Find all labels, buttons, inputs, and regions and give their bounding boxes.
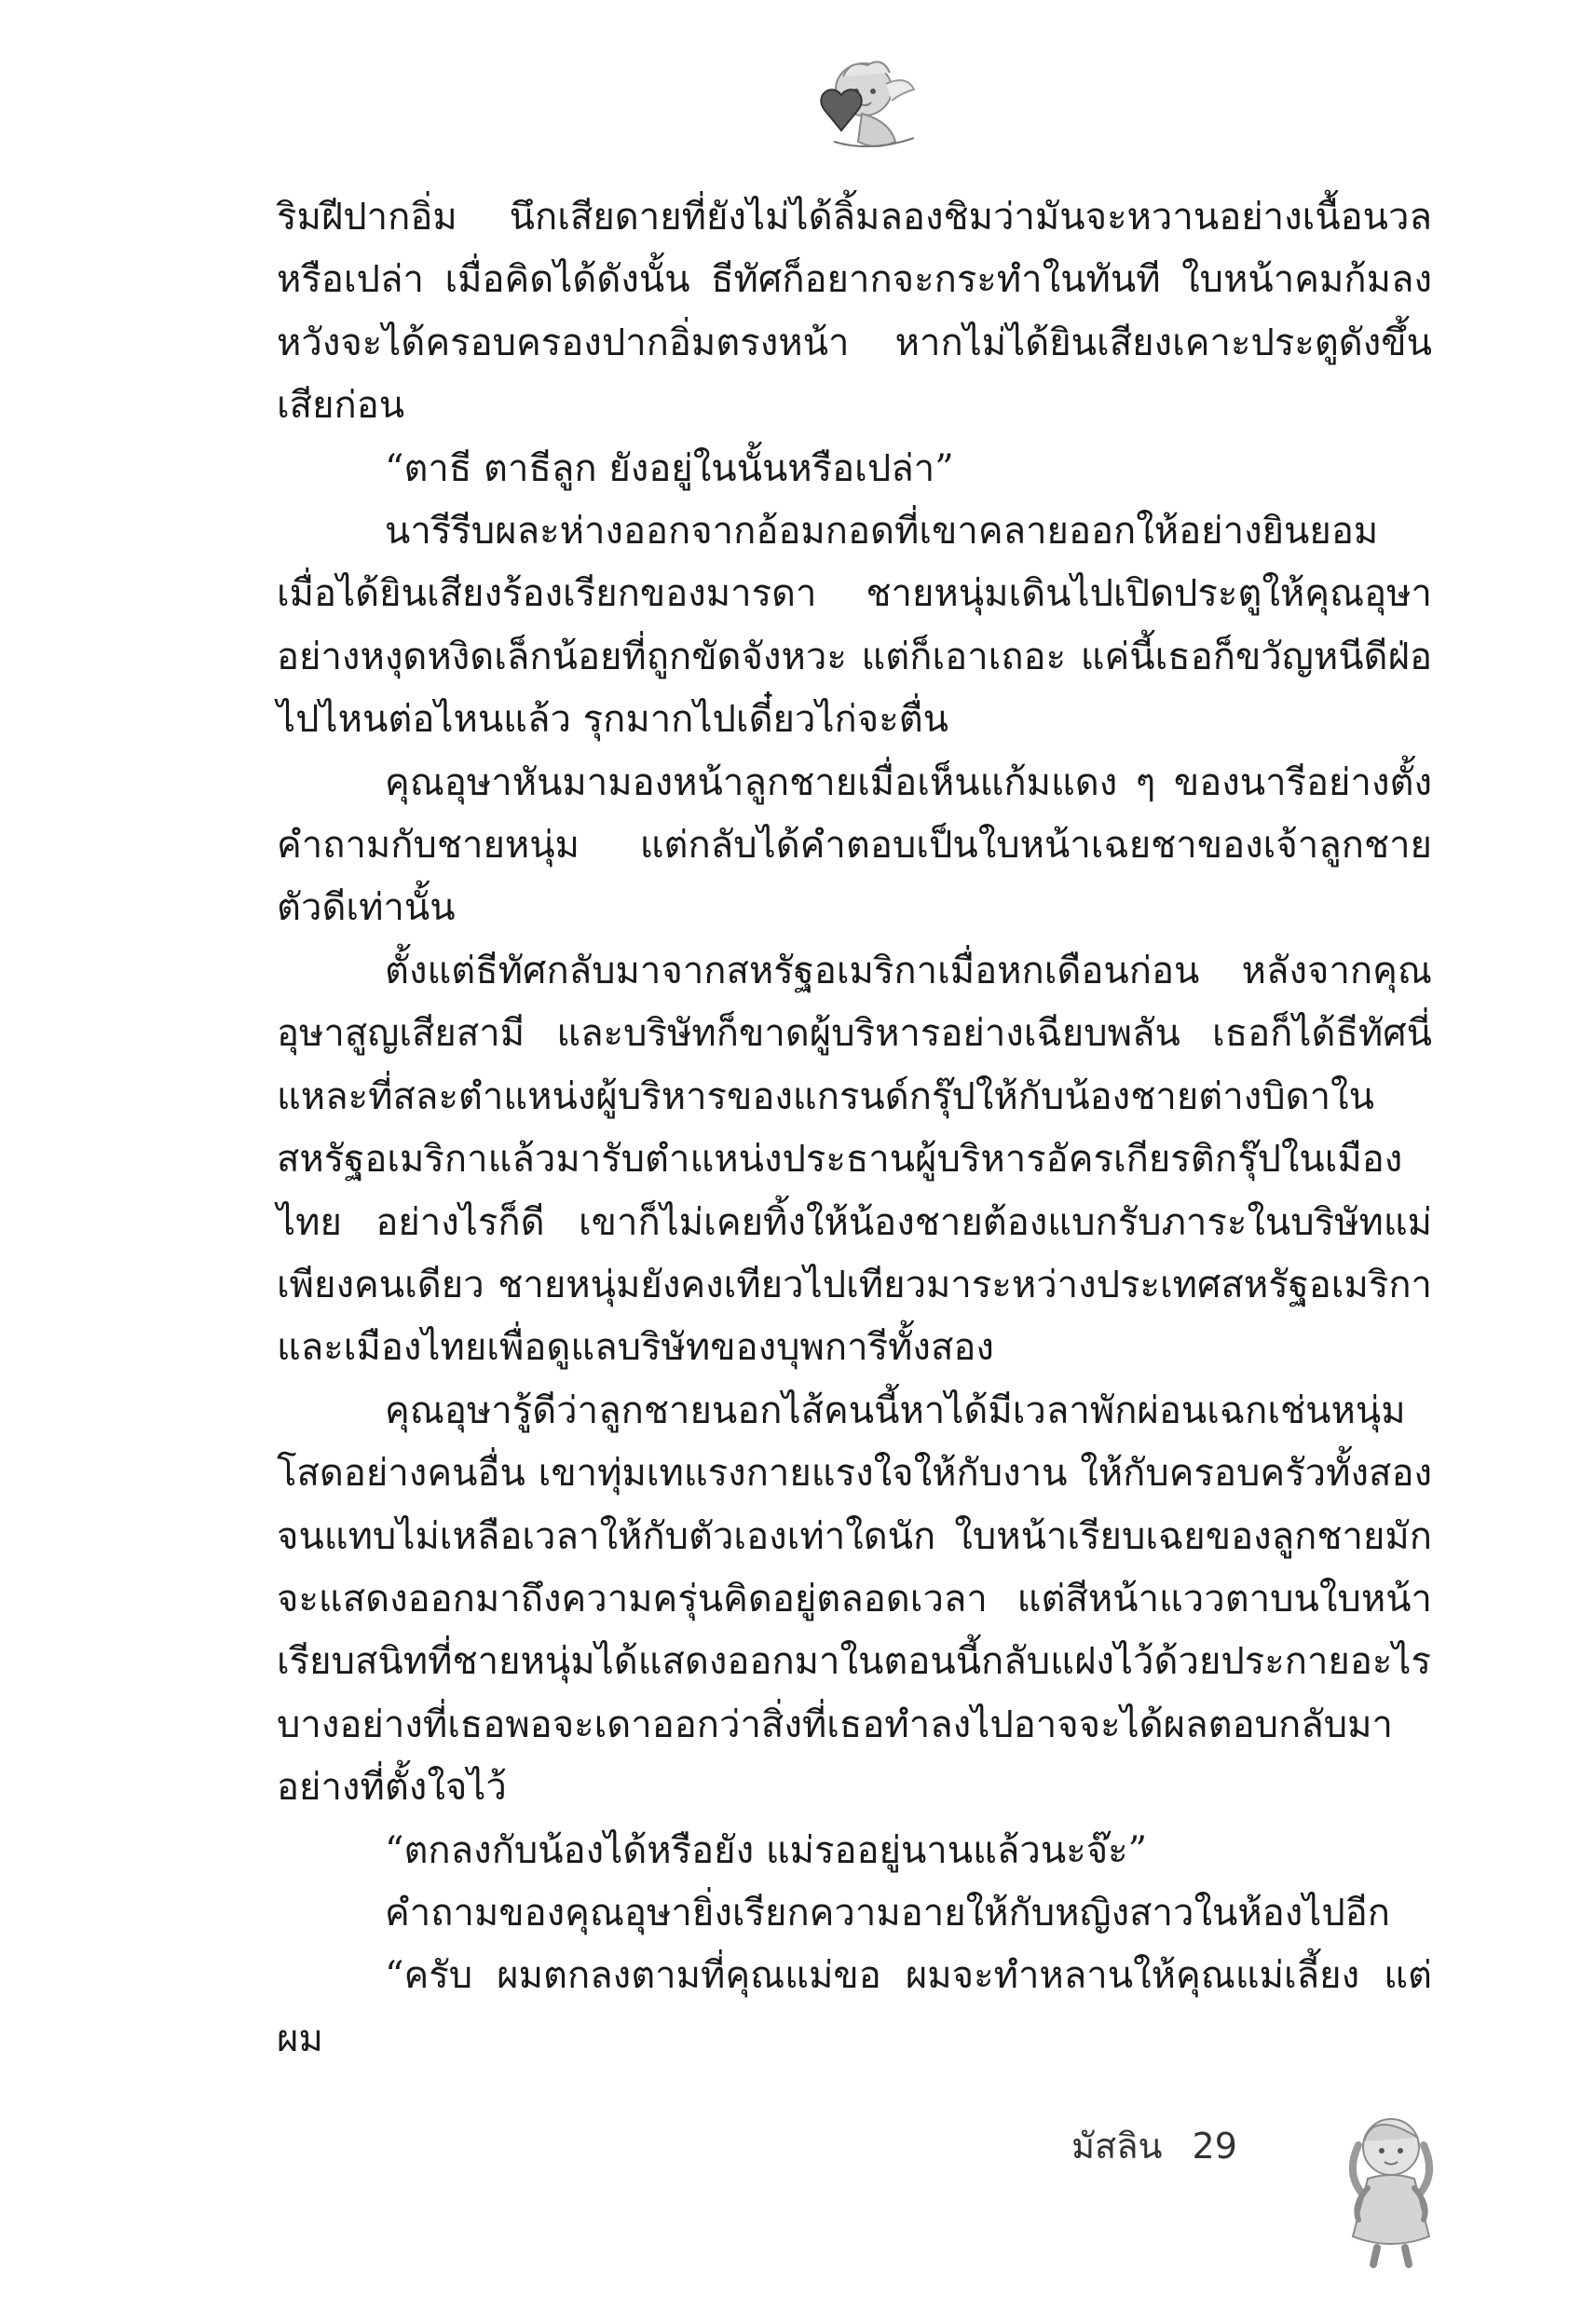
paragraph: นารีรีบผละห่างออกจากอ้อมกอดที่เขาคลายออกให้อย่างยินยอมเมื่อได้ยินเสียงร้องเรียกของมารดา ชายหนุ่มเดินไปเปิดประตูให้คุณอุษาอย่างหงุดหงิดเล็กน้อยที่ถูกขัดจังหวะ แต่ก็เอาเถอะ แค่นี้เธอก็ขวัญหนีดีฝ่อไปไหนต่อไหนแล้ว รุกมากไปเดี๋ยวไก่จะตื่น [277,510,1432,742]
doll-icon [1340,2108,1442,2271]
footer-title: มัสลิน [1071,2126,1163,2167]
paragraph: “ตกลงกับน้องได้หรือยัง แม่รออยู่นานแล้วนะจ๊ะ” [385,1828,1148,1872]
page-footer [1071,2117,1237,2174]
page-number: 29 [1192,2126,1237,2167]
paragraph: “ครับ ผมตกลงตามที่คุณแม่ขอ ผมจะทำหลานให้คุณแม่เลี้ยง แต่ผม [277,1954,1432,2060]
paragraph: ริมฝีปากอิ่ม นึกเสียดายที่ยังไม่ได้ลิ้มลองชิมว่ามันจะหวานอย่างเนื้อนวลหรือเปล่า เมื่อคิดได้ดังนั้น ธีทัศก็อยากจะกระทำในทันที ใบหน้าคมก้มลงหวังจะได้ครอบครองปากอิ่มตรงหน้า หากไม่ได้ยินเสียงเคาะประตูดังขึ้นเสียก่อน [277,196,1432,428]
page-body [277,186,1432,2071]
paragraph: ตั้งแต่ธีทัศกลับมาจากสหรัฐอเมริกาเมื่อหกเดือนก่อน หลังจากคุณอุษาสูญเสียสามี และบริษัทก็ขาดผู้บริหารอย่างเฉียบพลัน เธอก็ได้ธีทัศนี่แหละที่สละตำแหน่งผู้บริหารของแกรนด์กรุ๊ปให้กับน้องชายต่างบิดาในสหรัฐอเมริกาแล้วมารับตำแหน่งประธานผู้บริหารอัครเกียรติกรุ๊ปในเมืองไทย อย่างไรก็ดี เขาก็ไม่เคยทิ้งให้น้องชายต้องแบกรับภาระในบริษัทแม่เพียงคนเดียว ชายหนุ่มยังคงเทียวไปเทียวมาระหว่างประเทศสหรัฐอเมริกาและเมืองไทยเพื่อดูแลบริษัทของบุพการีทั้งสอง [277,949,1432,1370]
paragraph: “ตาธี ตาธีลูก ยังอยู่ในนั้นหรือเปล่า” [385,446,954,490]
cherub-with-heart-icon [797,56,918,158]
paragraph: คุณอุษารู้ดีว่าลูกชายนอกไส้คนนี้หาได้มีเวลาพักผ่อนเฉกเช่นหนุ่มโสดอย่างคนอื่น เขาทุ่มเทแรงกายแรงใจให้กับงาน ให้กับครอบครัวทั้งสองจนแทบไม่เหลือเวลาให้กับตัวเองเท่าใดนัก ใบหน้าเรียบเฉยของลูกชายมักจะแสดงออกมาถึงความครุ่นคิดอยู่ตลอดเวลา แต่สีหน้าแววตาบนใบหน้าเรียบสนิทที่ชายหนุ่มได้แสดงออกมาในตอนนี้กลับแฝงไว้ด้วยประกายอะไรบางอย่างที่เธอพอจะเดาออกว่าสิ่งที่เธอทำลงไปอาจจะได้ผลตอบกลับมาอย่างที่ตั้งใจไว้ [277,1388,1432,1810]
paragraph: คำถามของคุณอุษายิ่งเรียกความอายให้กับหญิงสาวในห้องไปอีก [385,1891,1391,1935]
paragraph: คุณอุษาหันมามองหน้าลูกชายเมื่อเห็นแก้มแดง ๆ ของนารีอย่างตั้งคำถามกับชายหนุ่ม แต่กลับได้คำตอบเป็นใบหน้าเฉยชาของเจ้าลูกชายตัวดีเท่านั้น [277,760,1432,930]
